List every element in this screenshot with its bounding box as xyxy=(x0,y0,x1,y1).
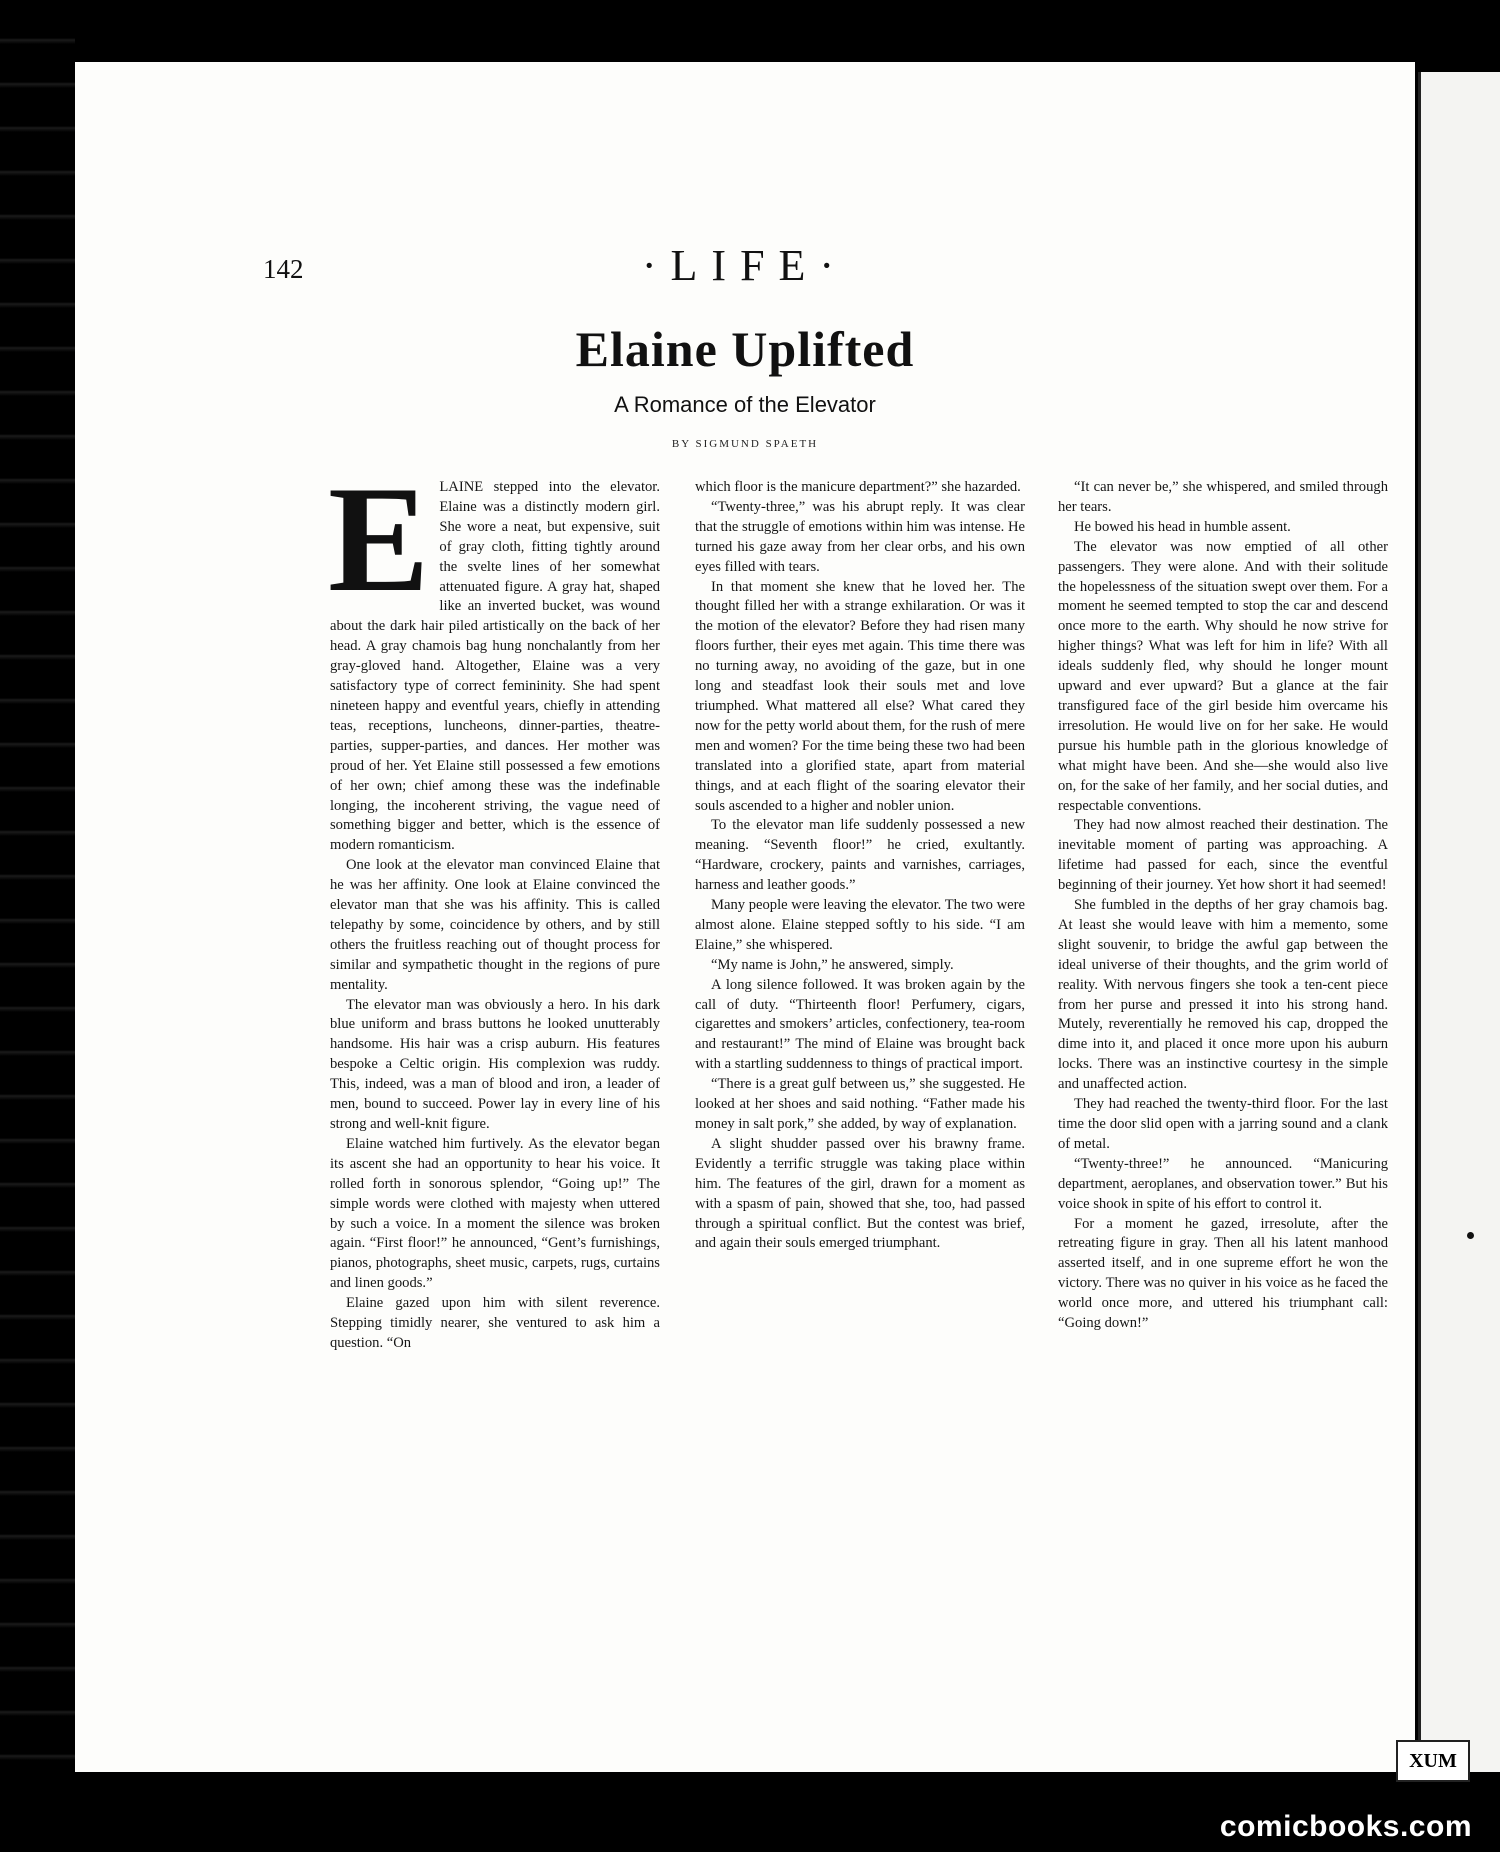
paragraph: Elaine gazed upon him with silent reverence. Stepping timidly nearer, she ventured to ask him a question. “On xyxy=(330,1295,660,1351)
text-column-3 xyxy=(1058,478,1388,1334)
paragraph: “There is a great gulf between us,” she suggested. He looked at her shoes and said nothing. “Father made his money in salt pork,” she added, by way of explanation. xyxy=(695,1076,1025,1132)
text-column-1 xyxy=(328,455,660,1354)
paragraph: For a moment he gazed, irresolute, after the retreating figure in gray. Then all his latent manhood asserted itself, and in one supreme effort he won the victory. There was no quiver in his voice as he faced the world once more, and uttered his triumphant call: “Going down!” xyxy=(1058,1215,1388,1332)
paragraph: In that moment she knew that he loved her. The thought filled her with a strange exhilaration. Or was it the motion of the elevator? Before they had risen many floors further, their eyes met again. This time there was no turning away, no avoiding of the gaze, but in one long and steadfast look their souls met and love triumphed. What mattered all else? What cared they now for the petty world about them, for the rush of mere men and women? For the time being these two had been translated into a glorified state, apart from material things, and at each flight of the soaring elevator their souls ascended to a higher and nobler union. xyxy=(695,578,1025,814)
site-watermark: comicbooks.com xyxy=(1219,1810,1472,1843)
paragraph: “Twenty-three!” he announced. “Manicuring department, aeroplanes, and observation tower.” But his voice shook in spite of his effort to control it. xyxy=(1058,1155,1388,1212)
paragraph: “My name is John,” he answered, simply. xyxy=(711,956,954,973)
paragraph: The elevator man was obviously a hero. In his dark blue uniform and brass buttons he looked unutterably handsome. His hair was a crisp auburn. His features bespoke a Celtic origin. His complexion was ruddy. This, indeed, was a man of blood and iron, a leader of men, bound to succeed. Power lay in every line of his strong and well-knit figure. xyxy=(330,996,660,1132)
paragraph: Many people were leaving the elevator. The two were almost alone. Elaine stepped softly to his side. “I am Elaine,” she whispered. xyxy=(695,897,1025,953)
paragraph: LAINE stepped into the elevator. Elaine was a distinctly modern girl. She wore a neat, but expensive, suit of gray cloth, fitting tightly around the svelte lines of her somewhat attenuated figure. A gray hat, shaped like an inverted bucket, was wound about the dark hair piled artistically on the back of her head. A gray chamois bag hung nonchalantly from her gray-gloved hand. Altogether, Elaine was a very satisfactory type of correct femininity. She had spent nineteen happy and eventful years, chiefly in attending teas, receptions, luncheons, dinner-parties, theatre-parties, supper-parties, and dances. Her mother was proud of her. Yet Elaine still possessed a few emotions of her own; chief among these was the indefinable longing, the incoherent striving, the vague need of something bigger and better, which is the essence of modern romanticism. xyxy=(330,479,660,854)
paragraph: Elaine watched him furtively. As the elevator began its ascent she had an opportunity to hear his voice. It rolled forth in sonorous splendor, “Going up!” The simple words were clothed with majesty when uttered by such a voice. In a moment the silence was broken again. “First floor!” he announced, “Gent’s furnishings, pianos, photographs, sheet music, carpets, rugs, curtains and linen goods.” xyxy=(330,1135,660,1292)
paragraph: “Twenty-three,” was his abrupt reply. It was clear that the struggle of emotions within him was intense. He turned his gaze away from her clear orbs, and his own eyes filled with tears. xyxy=(695,498,1025,575)
paragraph: “It can never be,” she whispered, and smiled through her tears. xyxy=(1058,479,1388,515)
scan-tag: XUM xyxy=(1396,1740,1470,1782)
ink-dot xyxy=(1467,1232,1474,1239)
masthead: ·LIFE· xyxy=(641,241,849,290)
paragraph: The elevator was now emptied of all other passengers. They were alone. And with their solitude the hopelessness of the situation swept over them. For a moment he seemed tempted to stop the car and descend once more to the earth. Why should he now strive for higher things? What was left for him in life? With all ideals suddenly fled, why should he longer mount upward and ever upward? But a glance at the fair transfigured face of the girl beside him overcame his irresolution. He would live on for her sake. He would pursue his humble path in the glorious knowledge of what might have been. And she—she would also live on, for the sake of her family, and her social duties, and respectable conventions. xyxy=(1058,538,1388,814)
article-byline: BY SIGMUND SPAETH xyxy=(671,438,819,450)
paragraph: She fumbled in the depths of her gray chamois bag. At least she would leave with him a memento, some slight souvenir, to bridge the awful gap between the ideal universe of their thoughts, and the grim world of reality. With nervous fingers she took a ten-cent piece from her purse and pressed it into his strong hand. Mutely, reverentially he removed his cap, dropped the dime into it, and placed it once more upon his auburn locks. There was an instinctive courtesy in the simple and unaffected action. xyxy=(1058,897,1388,1093)
text-column-2 xyxy=(695,478,1025,1254)
paragraph: They had reached the twenty-third floor. For the last time the door slid open with a jarring sound and a clank of metal. xyxy=(1058,1096,1388,1152)
article-subtitle: A Romance of the Elevator xyxy=(614,392,876,417)
article-title: Elaine Uplifted xyxy=(575,321,915,377)
paragraph: One look at the elevator man convinced Elaine that he was her affinity. One look at Elaine convinced the elevator man that she was his affinity. This is called telepathy by some, coincidence by others, and by still others the fruitless reaching out of thought process for similar and sympathetic thought in the regions of pure mentality. xyxy=(330,857,660,993)
scan-edge xyxy=(0,0,75,1852)
page-number: 142 xyxy=(263,254,304,284)
adjacent-page-edge xyxy=(1418,72,1500,1772)
paragraph: A slight shudder passed over his brawny frame. Evidently a terrific struggle was taking place within him. The features of the girl, drawn for a moment as with a spasm of pain, showed that she, too, had passed through a spiritual conflict. But the contest was brief, and again their souls emerged triumphant. xyxy=(695,1135,1025,1252)
paragraph: He bowed his head in humble assent. xyxy=(1074,518,1291,535)
paragraph: To the elevator man life suddenly possessed a new meaning. “Seventh floor!” he cried, exultantly. “Hardware, crockery, paints and varnishes, carriages, harness and leather goods.” xyxy=(695,817,1025,894)
drop-cap: E xyxy=(328,455,430,623)
paragraph: which floor is the manicure department?” she hazarded. xyxy=(695,479,1021,495)
paragraph: They had now almost reached their destination. The inevitable moment of parting was approaching. A lifetime had passed for each, since the eventful beginning of their journey. Yet how short it had seemed! xyxy=(1058,817,1388,894)
magazine-page xyxy=(75,62,1415,1772)
paragraph: A long silence followed. It was broken again by the call of duty. “Thirteenth floor! Perfumery, cigars, cigarettes and smokers’ articles, confectionery, tea-room and restaurant!” The mind of Elaine was brought back with a startling suddenness to things of practical import. xyxy=(695,976,1025,1073)
